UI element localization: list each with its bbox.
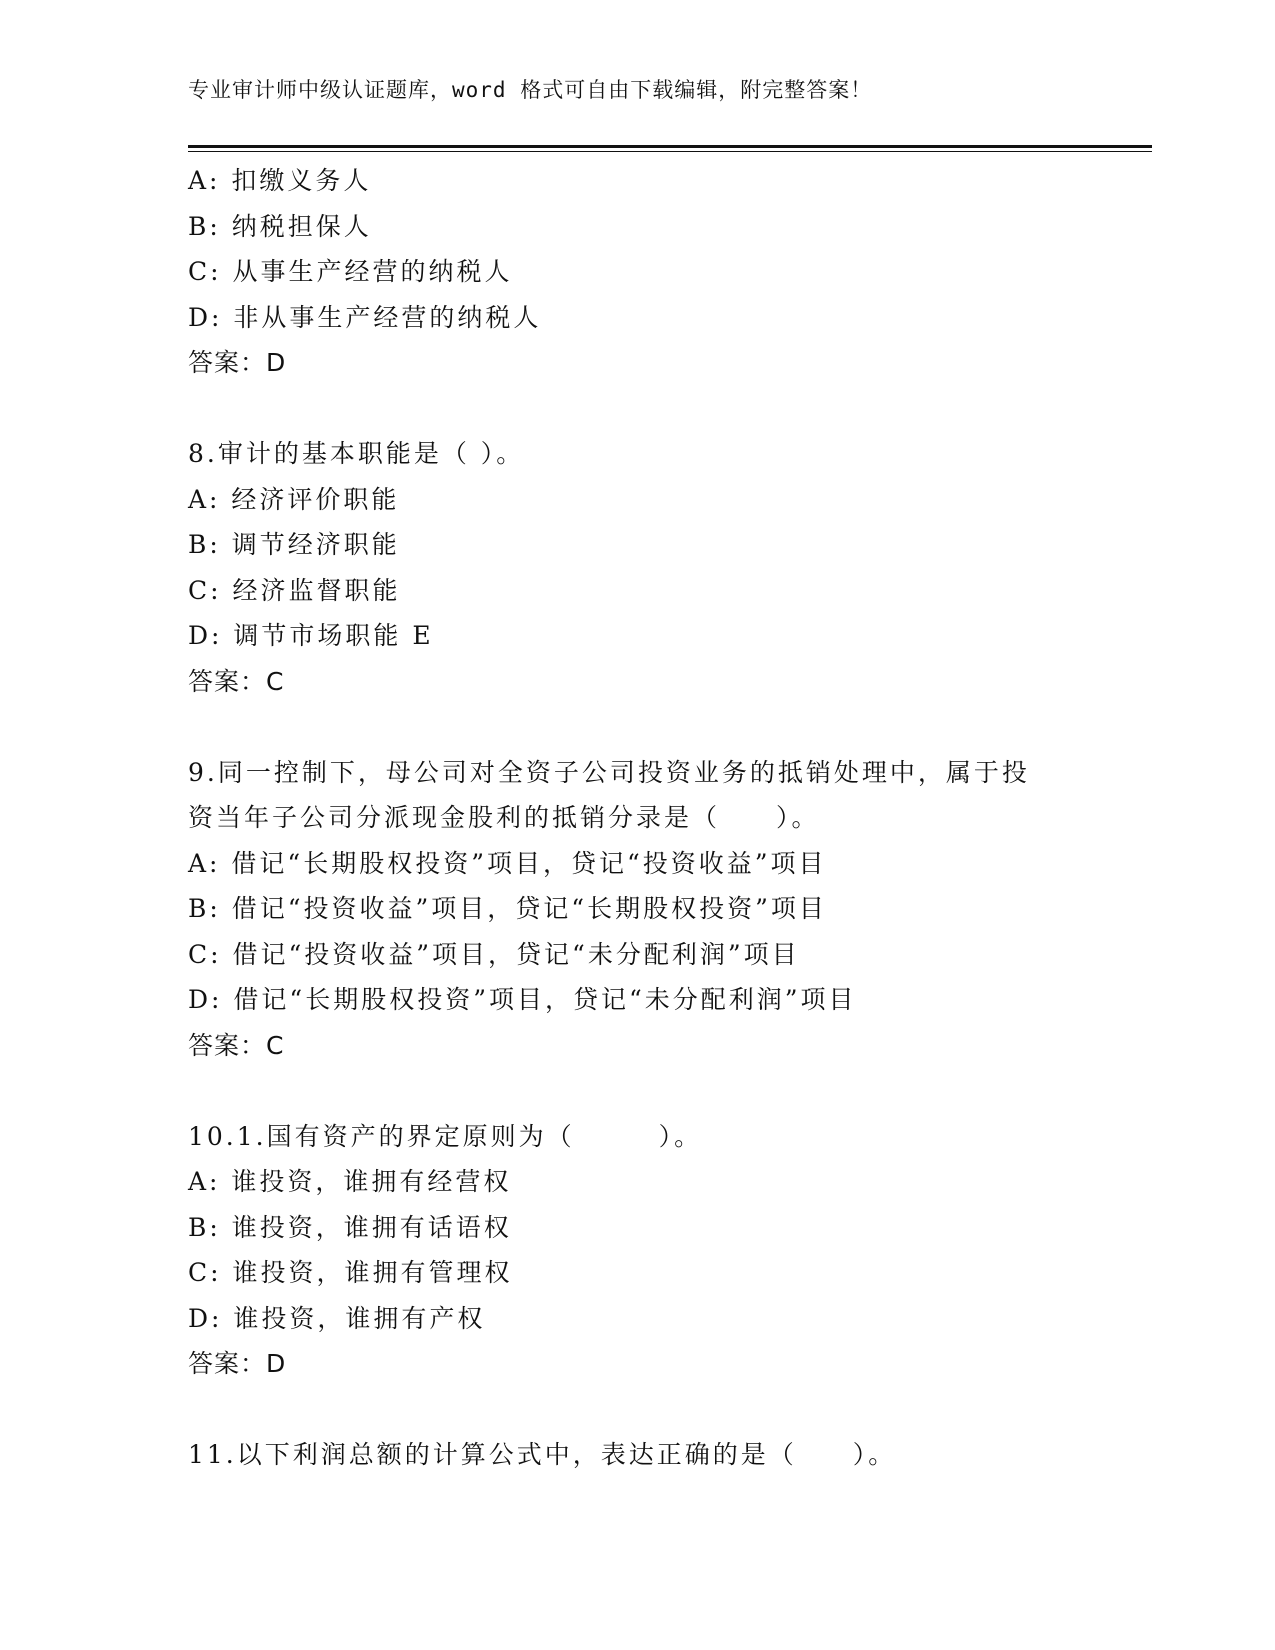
answer-line: 答案：C [188, 666, 285, 696]
question-line: 10.1.国有资产的界定原则为（ ）。 [188, 1121, 703, 1151]
header-rule-thin [188, 151, 1152, 152]
option-line: B: 谁投资，谁拥有话语权 [188, 1212, 512, 1242]
option-line: D: 调节市场职能 E [188, 621, 434, 650]
option-line: C: 经济监督职能 [188, 575, 401, 605]
option-line: C: 借记“投资收益”项目，贷记“未分配利润”项目 [188, 939, 800, 969]
answer-line: 答案：D [188, 1349, 287, 1378]
header-rule-thick [188, 145, 1152, 148]
answer-line: 答案：D [188, 348, 287, 377]
question-line: 8.审计的基本职能是（ ）。 [188, 439, 525, 468]
question-line: 11.以下利润总额的计算公式中，表达正确的是（ ）。 [188, 1440, 897, 1469]
option-line: D: 非从事生产经营的纳税人 [188, 302, 542, 332]
option-line: B: 纳税担保人 [188, 211, 372, 241]
option-line: A: 谁投资，谁拥有经营权 [188, 1167, 512, 1196]
option-line: C: 从事生产经营的纳税人 [188, 257, 513, 286]
option-line: D: 谁投资，谁拥有产权 [188, 1303, 486, 1333]
question-line: 资当年子公司分派现金股利的抵销分录是（ ）。 [188, 803, 820, 832]
page-header: 专业审计师中级认证题库，word 格式可自由下载编辑，附完整答案！ [188, 78, 873, 102]
option-line: B: 借记“投资收益”项目，贷记“长期股权投资”项目 [188, 894, 827, 923]
option-line: C: 谁投资，谁拥有管理权 [188, 1258, 513, 1287]
option-line: A: 借记“长期股权投资”项目，贷记“投资收益”项目 [188, 848, 827, 878]
question-content [188, 158, 1148, 1478]
question-line: 9.同一控制下，母公司对全资子公司投资业务的抵销处理中，属于投 [188, 757, 1030, 787]
option-line: A: 经济评价职能 [188, 484, 400, 514]
answer-line: 答案：C [188, 1030, 285, 1060]
option-line: A: 扣缴义务人 [188, 166, 372, 195]
option-line: B: 调节经济职能 [188, 530, 400, 559]
option-line: D: 借记“长期股权投资”项目，贷记“未分配利润”项目 [188, 985, 857, 1014]
